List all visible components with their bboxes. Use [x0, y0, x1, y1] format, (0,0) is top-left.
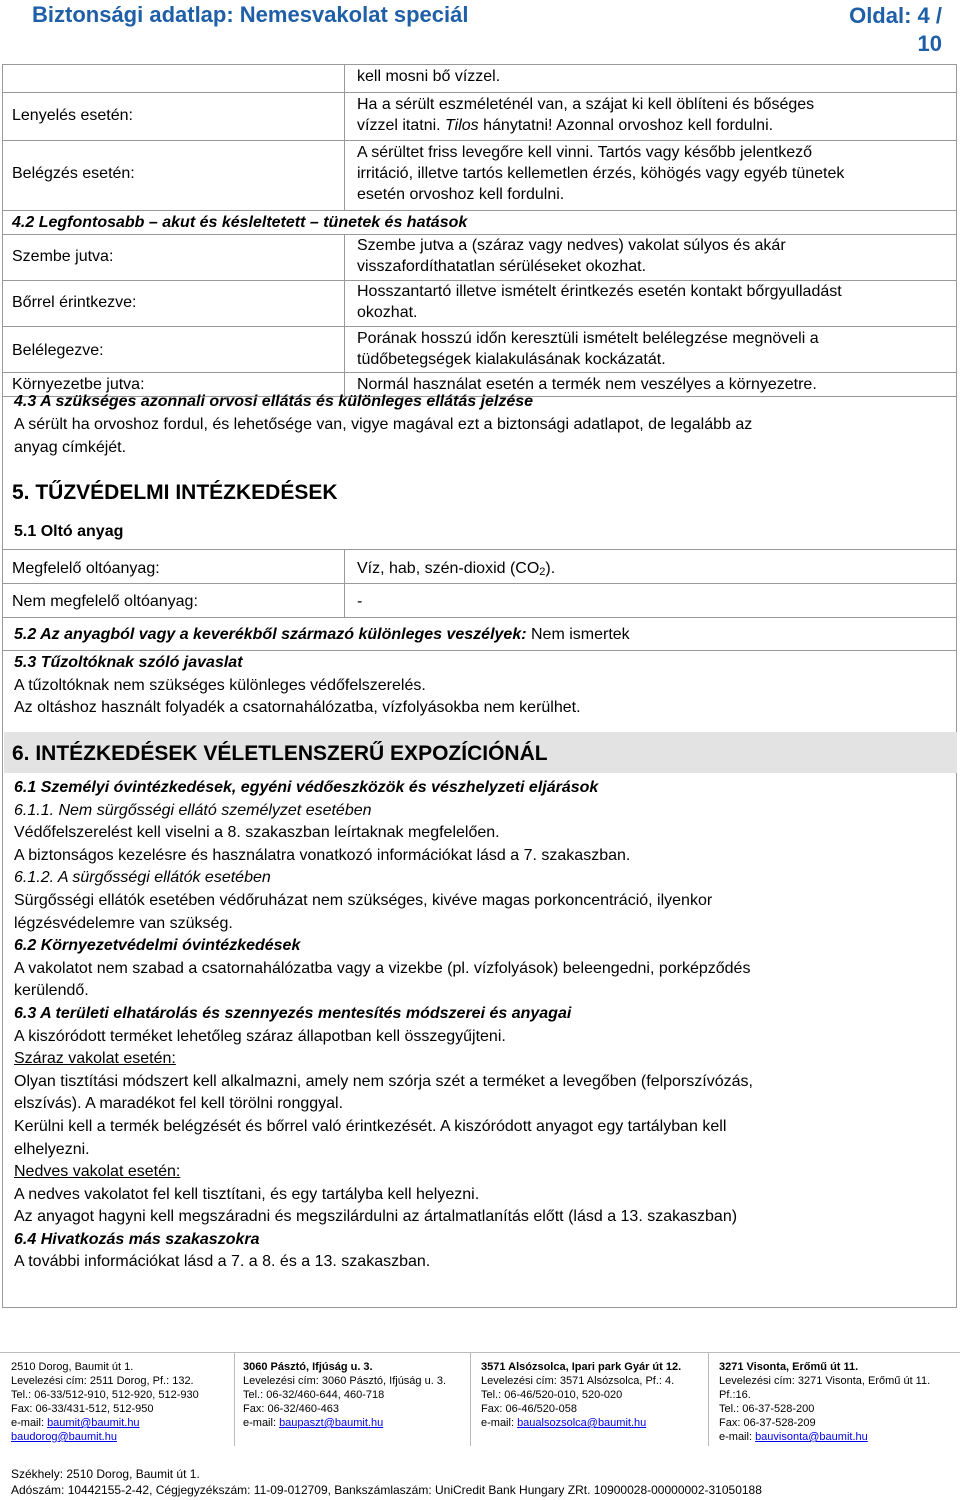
divider: [344, 327, 345, 372]
section-6-1-1-heading: 6.1.1. Nem sürgősségi ellátó személyzet esetében: [14, 801, 372, 819]
email-link[interactable]: bauvisonta@baumit.hu: [755, 1431, 868, 1443]
skin-value-1: Hosszantartó illetve ismételt érintkezés esetén kontakt bőrgyulladást: [357, 283, 842, 300]
dry-line4: elhelyezni.: [14, 1140, 90, 1158]
footer-separator: [234, 1352, 235, 1446]
section-5-title: 5. TŰZVÉDELMI INTÉZKEDÉSEK: [12, 481, 338, 504]
wet-plaster-heading: Nedves vakolat esetén:: [14, 1163, 181, 1181]
wet-line1: A nedves vakolatot fel kell tisztítani, és egy tartályba kell helyezni.: [14, 1185, 480, 1203]
footer-dorog-mail: Levelezési cím: 2511 Dorog, Pf.: 132.: [11, 1375, 194, 1387]
section-5-2: [14, 624, 954, 647]
footer-dorog-address: 2510 Dorog, Baumit út 1.: [11, 1361, 134, 1373]
section-5-2-heading: 5.2 Az anyagból vagy a keverékből származó különleges veszélyek:: [14, 626, 527, 643]
divider: [344, 141, 345, 210]
email-prefix: e-mail:: [481, 1417, 518, 1429]
footer-alsozsolca-fax: Fax: 06-46/520-058: [481, 1403, 578, 1415]
email-prefix: e-mail:: [11, 1417, 48, 1429]
footer-visonta-pf: Pf.:16.: [719, 1389, 751, 1401]
inhal-value: [357, 328, 953, 370]
wet-line2: Az anyagot hagyni kell megszáradni és megszilárdulni az ártalmatlanítás előtt (lásd a 13. szakaszban): [14, 1208, 738, 1226]
rule: [3, 650, 956, 651]
inhal-label: Belélegezve:: [12, 342, 104, 359]
inhale-value-3: esetén orvoshoz kell fordulni.: [357, 186, 565, 203]
footer-paszto-mail: Levelezési cím: 3060 Pásztó, Ifjúság u. 3.: [243, 1375, 447, 1387]
footer-col-dorog: [11, 1360, 245, 1444]
first-aid-top-value: kell mosni bő vízzel.: [357, 68, 501, 85]
symptom-row-skin: [3, 280, 956, 326]
dry-line1: Olyan tisztítási módszert kell alkalmazni, amely nem szórja szét a terméket a levegőben (felporszívózás,: [14, 1072, 753, 1090]
email-prefix: e-mail:: [243, 1417, 280, 1429]
footer-col-visonta: [719, 1360, 953, 1444]
first-aid-row-swallow: [3, 92, 956, 140]
footer-separator: [470, 1352, 471, 1446]
section-5-1-heading: 5.1 Oltó anyag: [14, 523, 124, 540]
footer-paszto-fax: Fax: 06-32/460-463: [243, 1403, 340, 1415]
footer-visonta-fax: Fax: 06-37-528-209: [719, 1417, 816, 1429]
footer-visonta-email: [719, 1430, 953, 1444]
extinguisher-row-suitable: [3, 549, 956, 583]
extinguisher-row-unsuitable: [3, 583, 956, 617]
section-6-1-heading: 6.1 Személyi óvintézkedések, egyéni védőeszközök és vészhelyzeti eljárások: [14, 779, 599, 796]
inhale-value: [357, 142, 953, 205]
divider: [344, 281, 345, 326]
footer-paszto-email: [243, 1416, 477, 1430]
email-link[interactable]: baualsozsolca@baumit.hu: [517, 1417, 647, 1429]
footer-alsozsolca-address: 3571 Alsózsolca, Ipari park Gyár út 12.: [481, 1361, 682, 1373]
footer-dorog-tel: Tel.: 06-33/512-910, 512-920, 512-930: [11, 1389, 199, 1401]
inhale-value-2: irritáció, illetve tartós kellemetlen érzés, köhögés vagy egyéb tünetek: [357, 165, 845, 182]
dry-line3: Kerülni kell a termék belégzését és bőrrel való érintkezését. A kiszóródott anyagot egy tartályban kell: [14, 1117, 727, 1135]
eye-value-2: visszafordíthatatlan sérüléseket okozhat.: [357, 258, 647, 275]
divider: [344, 65, 345, 92]
section-6-3-heading: 6.3 A területi elhatárolás és szennyezés mentesítés módszerei és anyagai: [14, 1004, 572, 1022]
section-5-2-value: Nem ismertek: [526, 626, 630, 643]
swallow-value: [357, 94, 953, 136]
section-5-3-line1: A tűzoltóknak nem szükséges különleges védőfelszerelés.: [14, 676, 426, 694]
symptom-row-eye: [3, 234, 956, 280]
section-6-1-2-line2: légzésvédelemre van szükség.: [14, 914, 233, 932]
section-6-4-line1: A további információkat lásd a 7. a 8. és a 13. szakaszban.: [14, 1253, 431, 1271]
suitable-value: [357, 558, 953, 583]
dry-plaster-heading: Száraz vakolat esetén:: [14, 1050, 176, 1068]
divider: [344, 93, 345, 140]
divider: [344, 235, 345, 280]
first-aid-row-skin-cont: [3, 65, 956, 92]
section-6-1-1-line2: A biztonságos kezelésre és használatra vonatkozó információkat lásd a 7. szakaszban.: [14, 846, 631, 864]
footer-alsozsolca-email: [481, 1416, 715, 1430]
email-link[interactable]: baumit@baumit.hu: [47, 1417, 140, 1429]
footer-dorog-email: [11, 1416, 245, 1430]
env-label: Környezetbe jutva:: [12, 376, 145, 393]
section-6-1-2-line1: Sürgősségi ellátók esetében védőruházat nem szükséges, kivéve magas porkoncentráció, ilyenkor: [14, 891, 713, 909]
section-4-2-heading-row: [3, 210, 956, 234]
footer-divider: [0, 1352, 960, 1353]
email-link-2[interactable]: baudorog@baumit.hu: [11, 1431, 117, 1443]
section-6-2-heading: 6.2 Környezetvédelmi óvintézkedések: [14, 937, 301, 955]
dry-line2: elszívás). A maradékot fel kell törölni ronggyal.: [14, 1095, 344, 1113]
symptom-row-inhal: [3, 326, 956, 372]
eye-label: Szembe jutva:: [12, 248, 114, 265]
inhale-value-1: A sérültet friss levegőre kell vinni. Tartós vagy később jelentkező: [357, 144, 813, 161]
eye-value: [357, 235, 953, 277]
section-4-3-heading: 4.3 A szükséges azonnali orvosi ellátás és különleges ellátás jelzése: [14, 393, 534, 410]
swallow-value-line1: Ha a sérült eszméleténél van, a szájat ki kell öblíteni és bőséges: [357, 96, 815, 113]
first-aid-row-inhale: [3, 140, 956, 210]
skin-value: [357, 281, 953, 323]
footer-visonta-address: 3271 Visonta, Erőmű út 11.: [719, 1361, 859, 1373]
swallow-value-2c: hánytatni! Azonnal orvoshoz kell fordulni.: [478, 117, 774, 134]
email-link[interactable]: baupaszt@baumit.hu: [279, 1417, 384, 1429]
swallow-value-2a: vízzel itatni.: [357, 117, 446, 134]
footer-paszto-address: 3060 Pásztó, Ifjúság u. 3.: [243, 1361, 373, 1373]
rule: [3, 617, 956, 618]
footer-col-alsozsolca: [481, 1360, 715, 1430]
document-title: Biztonsági adatlap: Nemesvakolat speciál: [32, 2, 469, 27]
section-6-title: 6. INTÉZKEDÉSEK VÉLETLENSZERŰ EXPOZÍCIÓNÁL: [4, 732, 957, 773]
footer-tax-info: Adószám: 10442155-2-42, Cégjegyzékszám: 11-09-012709, Bankszámlaszám: UniCredit Bank Hungary ZRt. 10900028-00000002-31050188: [11, 1483, 762, 1497]
footer-separator: [708, 1352, 709, 1446]
section-6-2-line2: kerülendő.: [14, 982, 89, 1000]
section-4-2-heading: 4.2 Legfontosabb – akut és késleltetett – tünetek és hatások: [12, 214, 468, 231]
section-4-3-line1: A sérült ha orvoshoz fordul, és lehetősége van, vigye magával ezt a biztonsági adatlapot, de legalább az: [14, 416, 753, 433]
divider: [344, 550, 345, 583]
email-prefix: e-mail:: [719, 1431, 756, 1443]
suitable-value-b: ).: [545, 560, 556, 577]
swallow-value-2b: Tilos: [445, 117, 479, 134]
page-label: Oldal: 4 /: [849, 3, 942, 28]
section-6-3-line1: A kiszóródott terméket lehetőleg száraz állapotban kell összegyűjteni.: [14, 1027, 506, 1045]
footer-alsozsolca-tel: Tel.: 06-46/520-010, 520-020: [481, 1389, 623, 1401]
page-number: [849, 2, 942, 58]
env-value: Normál használat esetén a termék nem veszélyes a környezetre.: [357, 376, 817, 393]
suitable-label: Megfelelő oltóanyag:: [12, 560, 160, 577]
eye-value-1: Szembe jutva a (száraz vagy nedves) vakolat súlyos és akár: [357, 237, 786, 254]
footer-paszto-tel: Tel.: 06-32/460-644, 460-718: [243, 1389, 385, 1401]
section-6-body: [14, 777, 954, 1274]
section-6-4-heading: 6.4 Hivatkozás más szakaszokra: [14, 1230, 260, 1248]
footer-visonta-mail: Levelezési cím: 3271 Visonta, Erőmű út 11.: [719, 1375, 931, 1387]
section-6-1-2-heading: 6.1.2. A sürgősségi ellátók esetében: [14, 869, 271, 887]
section-5-3-heading: 5.3 Tűzoltóknak szóló javaslat: [14, 654, 243, 671]
inhal-value-2: tüdőbetegségek kialakulásának kockázatát.: [357, 351, 666, 368]
inhale-label: Belégzés esetén:: [12, 165, 135, 182]
footer-alsozsolca-mail: Levelezési cím: 3571 Alsózsolca, Pf.: 4.: [481, 1375, 675, 1387]
divider: [344, 584, 345, 617]
unsuitable-label: Nem megfelelő oltóanyag:: [12, 593, 198, 610]
footer-visonta-tel: Tel.: 06-37-528-200: [719, 1403, 815, 1415]
footer-dorog-fax: Fax: 06-33/431-512, 512-950: [11, 1403, 154, 1415]
suitable-value-sub: 2: [539, 566, 546, 578]
section-5-3: [14, 652, 954, 720]
skin-label: Bőrrel érintkezve:: [12, 294, 137, 311]
page-header: [0, 0, 960, 62]
section-6-2-line1: A vakolatot nem szabad a csatornahálózatba vagy a vizekbe (pl. vízfolyások) beleengedni, porképződés: [14, 959, 751, 977]
footer-col-paszto: [243, 1360, 477, 1430]
skin-value-2: okozhat.: [357, 304, 418, 321]
unsuitable-value: -: [357, 593, 363, 610]
footer-seat: Székhely: 2510 Dorog, Baumit út 1.: [11, 1467, 200, 1481]
section-4-3-text: [14, 414, 954, 459]
content-frame: [2, 64, 957, 1308]
swallow-label: Lenyelés esetén:: [12, 107, 133, 124]
section-4-3-line2: anyag címkéjét.: [14, 438, 127, 456]
page-total: 10: [917, 31, 942, 56]
section-6-1-1-line1: Védőfelszerelést kell viselni a 8. szakaszban leírtaknak megfelelően.: [14, 824, 500, 842]
inhal-value-1: Porának hosszú időn keresztüli ismételt belélegzése megnöveli a: [357, 330, 819, 347]
section-5-3-line2: Az oltáshoz használt folyadék a csatornahálózatba, vízfolyásokba nem kerülhet.: [14, 699, 581, 717]
suitable-value-a: Víz, hab, szén-dioxid (CO: [357, 560, 540, 577]
